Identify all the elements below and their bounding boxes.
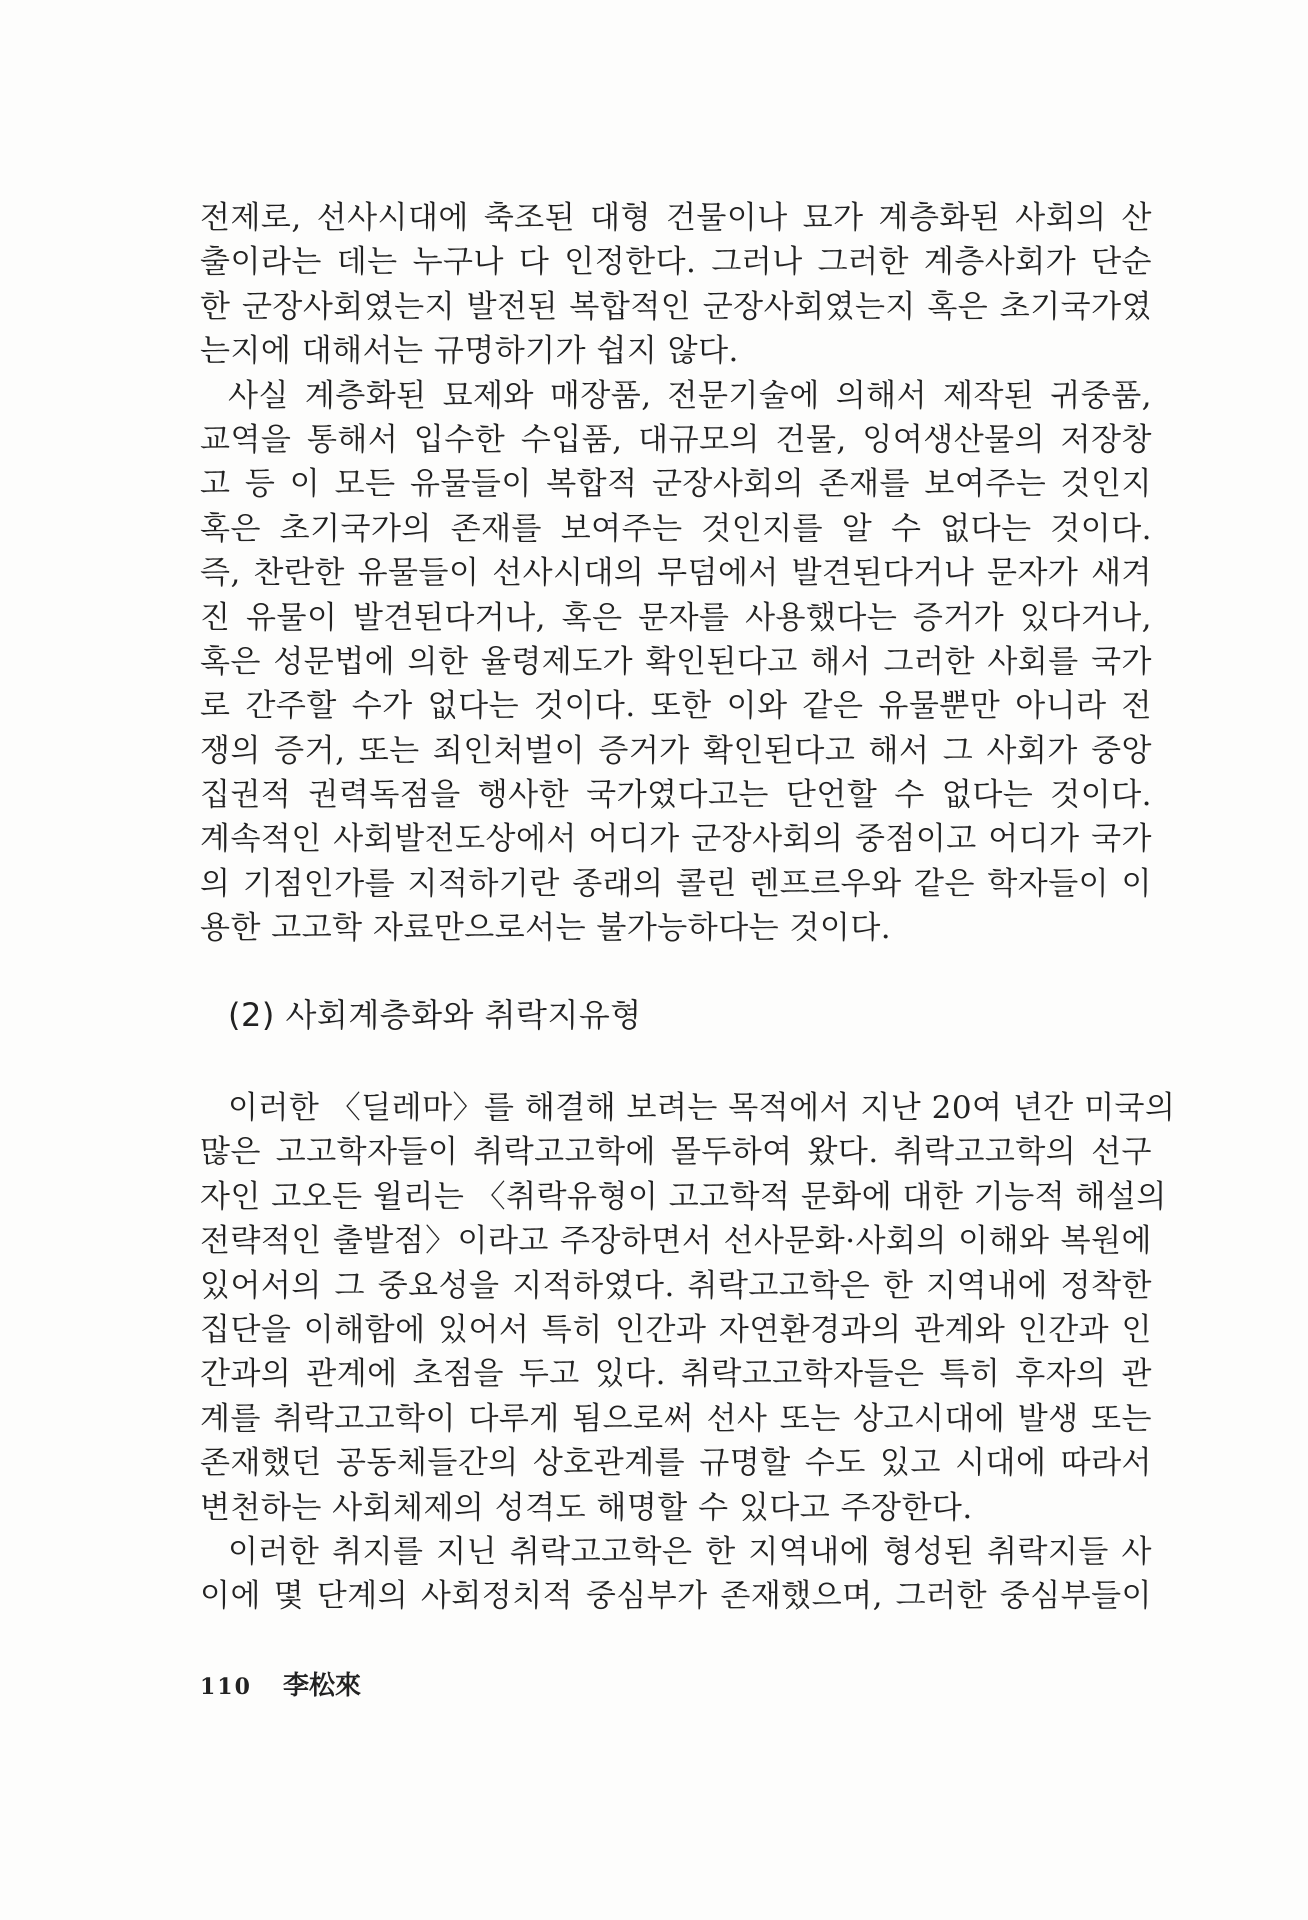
running-author: 李松來 [283, 1671, 362, 1701]
text-line: 용한 고고학 자료만으로서는 불가능하다는 것이다. [200, 910, 892, 947]
text-line: 이러한 취지를 지닌 취락고고학은 한 지역내에 형성된 취락지들 사 [228, 1533, 1152, 1570]
page-number: 110 [200, 1674, 252, 1700]
text-line: 집권적 권력독점을 행사한 국가였다고는 단언할 수 없다는 것이다. [200, 777, 1152, 814]
page-footer [200, 1665, 361, 1702]
text-line: 로 간주할 수가 없다는 것이다. 또한 이와 같은 유물뿐만 아니라 전 [200, 688, 1152, 725]
body-text-part1 [200, 196, 1152, 951]
text-line: 한 군장사회였는지 발전된 복합적인 군장사회였는지 혹은 초기국가였 [200, 288, 1152, 325]
text-line: 전략적인 출발점〉이라고 주장하면서 선사문화·사회의 이해와 복원에 [200, 1223, 1152, 1260]
text-line: 의 기점인가를 지적하기란 종래의 콜린 렌프르우와 같은 학자들이 이 [200, 865, 1152, 902]
body-text-part2 [200, 1086, 1176, 1619]
text-line: 전제로, 선사시대에 축조된 대형 건물이나 묘가 계층화된 사회의 산 [200, 200, 1152, 236]
text-line: 변천하는 사회체제의 성격도 해명할 수 있다고 주장한다. [200, 1489, 973, 1526]
text-line: 계속적인 사회발전도상에서 어디가 군장사회의 중점이고 어디가 국가 [200, 821, 1152, 858]
text-line: 사실 계층화된 묘제와 매장품, 전문기술에 의해서 제작된 귀중품, [228, 377, 1152, 414]
text-line: 이러한 〈딜레마〉를 해결해 보려는 목적에서 지난 20여 년간 미국의 [228, 1090, 1176, 1126]
section-heading: (2) 사회계층화와 취락지유형 [228, 996, 642, 1034]
text-line: 자인 고오든 윌리는 〈취락유형이 고고학적 문화에 대한 기능적 해설의 [200, 1178, 1167, 1215]
text-line: 교역을 통해서 입수한 수입품, 대규모의 건물, 잉여생산물의 저장창 [200, 421, 1152, 458]
text-line: 혹은 초기국가의 존재를 보여주는 것인지를 알 수 없다는 것이다. [200, 510, 1152, 547]
text-line: 존재했던 공동체들간의 상호관계를 규명할 수도 있고 시대에 따라서 [200, 1445, 1152, 1482]
text-line: 계를 취락고고학이 다루게 됨으로써 선사 또는 상고시대에 발생 또는 [200, 1400, 1152, 1437]
text-line: 진 유물이 발견된다거나, 혹은 문자를 사용했다는 증거가 있다거나, [200, 599, 1152, 636]
text-line: 고 등 이 모든 유물들이 복합적 군장사회의 존재를 보여주는 것인지 [200, 466, 1152, 503]
text-line: 혹은 성문법에 의한 율령제도가 확인된다고 해서 그러한 사회를 국가 [200, 643, 1152, 680]
text-line: 많은 고고학자들이 취락고고학에 몰두하여 왔다. 취락고고학의 선구 [200, 1134, 1152, 1171]
text-line: 쟁의 증거, 또는 죄인처벌이 증거가 확인된다고 해서 그 사회가 중앙 [200, 732, 1152, 769]
text-line: 간과의 관계에 초점을 두고 있다. 취락고고학자들은 특히 후자의 관 [200, 1356, 1152, 1393]
text-line: 집단을 이해함에 있어서 특히 인간과 자연환경과의 관계와 인간과 인 [200, 1311, 1152, 1348]
text-line: 있어서의 그 중요성을 지적하였다. 취락고고학은 한 지역내에 정착한 [200, 1267, 1152, 1304]
text-line: 이에 몇 단계의 사회정치적 중심부가 존재했으며, 그러한 중심부들이 [200, 1578, 1152, 1615]
text-line: 는지에 대해서는 규명하기가 쉽지 않다. [200, 333, 739, 370]
text-line: 출이라는 데는 누구나 다 인정한다. 그러나 그러한 계층사회가 단순 [200, 244, 1152, 281]
text-line: 즉, 찬란한 유물들이 선사시대의 무덤에서 발견된다거나 문자가 새겨 [200, 555, 1152, 592]
